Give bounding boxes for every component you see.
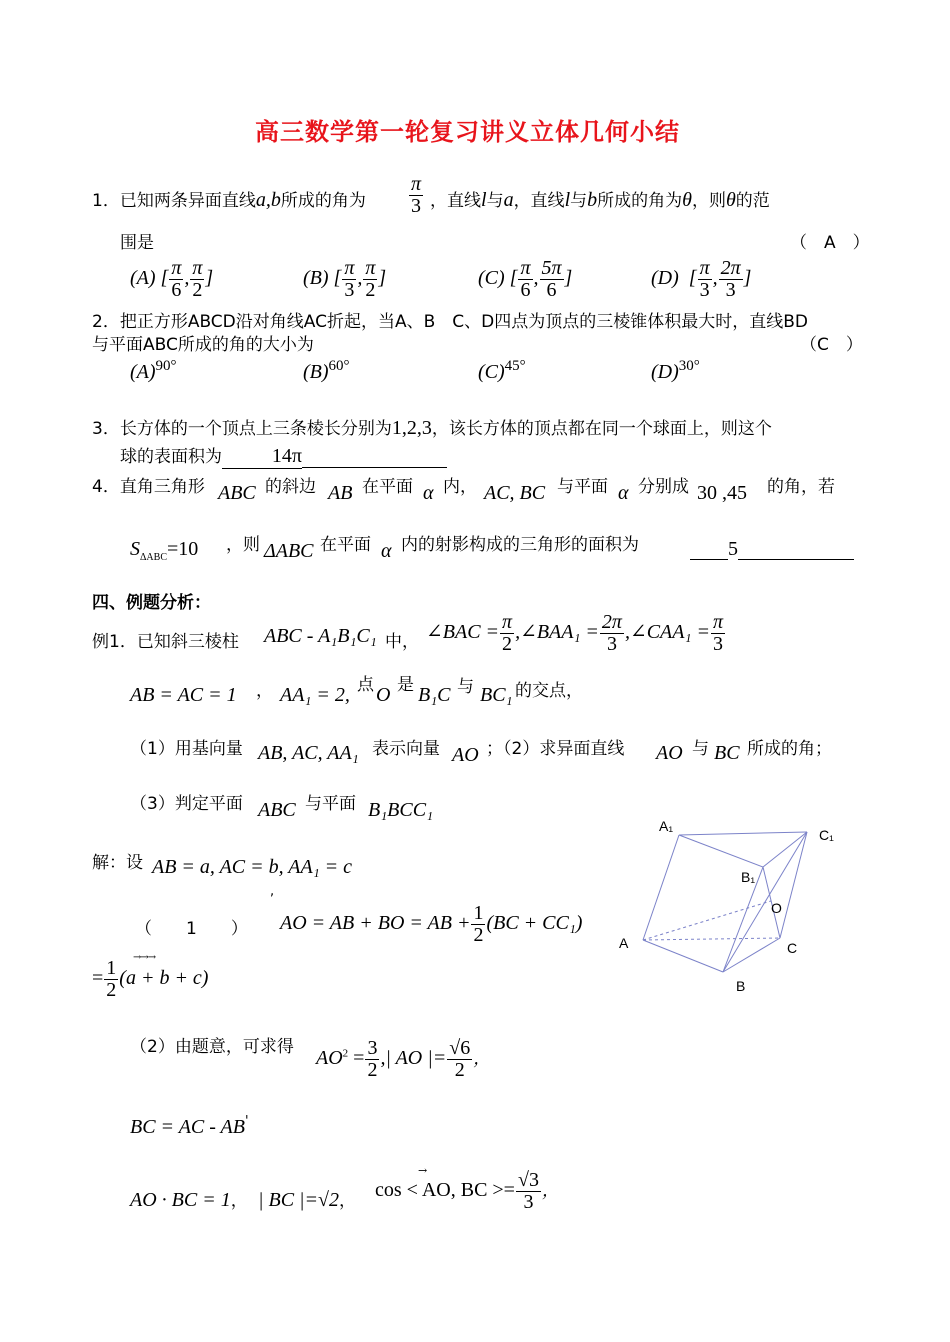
q4-text: 的斜边 bbox=[265, 477, 316, 497]
sol-bc-eq: BC = AC - AB' bbox=[130, 1114, 249, 1138]
q1-text: 的范 bbox=[735, 191, 770, 211]
q4-text: 4．直角三角形 bbox=[92, 477, 205, 497]
label-c1: C₁ bbox=[819, 827, 834, 843]
sol-mark: , bbox=[270, 884, 275, 899]
sol-eq1-text: AO = AB + BO = AB + bbox=[280, 912, 471, 935]
label-o: O bbox=[771, 900, 782, 916]
edge-c1c bbox=[780, 832, 807, 938]
sol-eq1: AO = AB + BO = AB + $\frac{1}{2}$ (BC + CC₁) bbox=[280, 902, 583, 946]
label-b: B bbox=[736, 978, 746, 994]
ex1-ao: AO bbox=[452, 744, 479, 766]
ex1-basis: AB, AC, AA₁ bbox=[258, 742, 359, 764]
q4-text: 在平面 bbox=[362, 477, 413, 497]
ex1-text: 表示向量 bbox=[372, 739, 440, 759]
q4-acbc: AC, BC bbox=[484, 482, 546, 504]
q2-option-c bbox=[478, 358, 526, 384]
q2-line1: 2．把正方形ABCD沿对角线AC折起，当A、B C、D四点为顶点的三棱锥体积最大时，直线BD bbox=[92, 312, 808, 332]
q4-text: ，则 bbox=[226, 535, 260, 555]
ex1-text: ， bbox=[256, 681, 273, 701]
ex1-text: 是 bbox=[397, 675, 414, 695]
q4-answer: 5 bbox=[728, 538, 738, 560]
sol-abs-bc-text: | BC |=√2 bbox=[258, 1189, 340, 1211]
question-1-line1 bbox=[92, 186, 366, 212]
sol-eq2: = $\frac{1}{2}$ (a + b + c) bbox=[92, 957, 209, 1001]
page-title: 高三数学第一轮复习讲义立体几何小结 bbox=[255, 118, 680, 146]
q1-text: 已知两条异面直线 bbox=[119, 191, 256, 211]
sol-vector-arrows: →→→ bbox=[133, 952, 156, 963]
edge-a1a bbox=[643, 835, 679, 940]
sol-abs-ao: ,| AO |= bbox=[380, 1047, 447, 1070]
edge-ac-hidden bbox=[643, 938, 780, 940]
ex1-text: 中， bbox=[385, 632, 419, 652]
q4-text: 内的射影构成的三角形的面积为 bbox=[401, 535, 639, 555]
prism-figure bbox=[615, 815, 845, 1000]
q1-text: 与 bbox=[486, 191, 504, 211]
q4-tri: ΔABC bbox=[264, 540, 314, 562]
ex1-angle: ,∠CAA₁ = bbox=[624, 621, 710, 644]
ex1-angle: ,∠BAA₁ = bbox=[515, 621, 599, 644]
q1-angle-frac: $\frac{\pi}{3}$ bbox=[411, 173, 422, 217]
q1-text: 所成的角为 bbox=[597, 191, 683, 211]
q1-option-label: (C) bbox=[478, 267, 505, 290]
ex1-text: 的交点， bbox=[515, 681, 583, 701]
q1-text: ，则 bbox=[691, 191, 726, 211]
q4-text: 内， bbox=[443, 477, 477, 497]
q1-answer: （ A ） bbox=[790, 233, 870, 253]
sol-bc-text: BC = AC - AB bbox=[130, 1116, 245, 1138]
q1-option-b: (B) [ $\frac{\pi}{3}$ , $\frac{\pi}{2}$ ] bbox=[303, 257, 387, 301]
q3-text: ，该长方体的顶点都在同一个球面上，则这个 bbox=[431, 419, 772, 439]
q1-line2: 围是 bbox=[120, 233, 154, 253]
label-a1: A₁ bbox=[659, 818, 674, 834]
q4-ab: AB bbox=[328, 482, 353, 504]
q3-text: 球的表面积为 bbox=[120, 447, 222, 467]
sol-abs-bc: | BC |=√2， bbox=[258, 1189, 357, 1211]
q1-vars: a,b bbox=[255, 189, 281, 211]
sol-ao-sq: $AO^2$ = $\frac{3}{2}$ ,| AO |= $\frac{√6}{2}$ ， bbox=[316, 1037, 491, 1081]
q3-nums: 1,2,3 bbox=[391, 417, 432, 439]
q2-option-label: (B) bbox=[303, 361, 329, 383]
sol-eq1-tail: (BC + CC₁) bbox=[486, 912, 583, 935]
q1-text: 所成的角为 bbox=[280, 191, 366, 211]
edge-a1c1 bbox=[679, 832, 807, 835]
section-heading: 四、例题分析： bbox=[92, 593, 211, 613]
sol-eq-sign: = bbox=[353, 1047, 365, 1070]
edge-bc bbox=[723, 938, 780, 972]
q4-line1 bbox=[92, 472, 205, 497]
q1-option-a: (A) [ $\frac{\pi}{6}$ , $\frac{\pi}{2}$ ] bbox=[130, 257, 214, 301]
q2-option-b bbox=[303, 358, 350, 384]
q2-option-value: 30° bbox=[678, 358, 700, 374]
q3-line1 bbox=[92, 414, 772, 440]
ex1-text: 点 bbox=[357, 675, 374, 695]
ex1-bc1: BC₁ bbox=[480, 684, 513, 706]
q4-area bbox=[130, 538, 198, 563]
label-c: C bbox=[787, 940, 798, 956]
ex1-cond2: AA₁ = 2, bbox=[280, 684, 350, 706]
q1-option-d: (D) [ $\frac{\pi}{3}$ , $\frac{2\pi}{3}$ ] bbox=[651, 257, 752, 301]
q4-text: 分别成 bbox=[638, 477, 689, 497]
ex1-angles: ∠BAC = $\frac{\pi}{2}$ ,∠BAA₁ = $\frac{2\pi}{3}$ ,∠CAA₁ = $\frac{\pi}{3}$ bbox=[426, 611, 723, 655]
ex1-text: 与平面 bbox=[305, 794, 356, 814]
label-b1: B₁ bbox=[741, 869, 756, 885]
sol-part2: （2）由题意，可求得 bbox=[130, 1037, 294, 1057]
edge-a1b1 bbox=[679, 835, 763, 867]
edge-ao-hidden bbox=[643, 901, 771, 940]
q4-text: 的角，若 bbox=[767, 477, 835, 497]
ex1-text: 与 bbox=[457, 677, 474, 697]
q4-angles: 30 ,45 bbox=[697, 482, 747, 504]
q1-option-label: (A) bbox=[130, 267, 156, 290]
ex1-text: 所成的角； bbox=[747, 739, 832, 759]
edge-b1c1 bbox=[763, 832, 807, 867]
q2-option-d bbox=[651, 358, 700, 384]
q1-text: ，直线 bbox=[513, 191, 565, 211]
q4-alpha: α bbox=[381, 540, 392, 562]
q4-blank bbox=[690, 538, 854, 561]
sol-part1: （ 1 ） bbox=[135, 919, 248, 939]
q3-blank bbox=[222, 445, 302, 469]
q1-option-c: (C) [ $\frac{\pi}{6}$ , $\frac{5\pi}{6}$ ] bbox=[478, 257, 573, 301]
ex1-ao: AO bbox=[656, 742, 683, 764]
sol-cos-text: cos < AO, BC >= bbox=[375, 1179, 515, 1202]
q3-line2 bbox=[120, 442, 447, 469]
ex1-bc: BC bbox=[714, 742, 740, 764]
q3-answer: 14π bbox=[271, 445, 302, 467]
ex1-point-o: O bbox=[376, 684, 391, 706]
sol-dot: AO · BC = 1， bbox=[130, 1189, 248, 1211]
ex1-part3: （3）判定平面 bbox=[130, 794, 243, 814]
q2-option-value: 90° bbox=[155, 358, 177, 374]
sol-lead: 解：设 bbox=[92, 853, 143, 873]
q4-s-val: =10 bbox=[167, 538, 199, 560]
q1-number: 1． bbox=[92, 191, 120, 211]
ex1-prism: ABC - A₁B₁C₁ bbox=[264, 625, 377, 647]
q4-abc: ABC bbox=[218, 482, 256, 504]
q2-option-value: 60° bbox=[328, 358, 350, 374]
ex1-b1c: B₁C bbox=[418, 684, 451, 706]
q1-option-label: (D) bbox=[651, 267, 679, 290]
q1-text: ，直线 bbox=[430, 191, 481, 211]
question-1-line1b: ，直线l与a，直线l与b所成的角为θ，则θ的范 bbox=[430, 189, 770, 211]
q2-option-label: (D) bbox=[651, 361, 679, 383]
q2-option-a bbox=[130, 358, 177, 384]
sol-setting: AB = a, AC = b, AA₁ = c bbox=[152, 856, 353, 878]
q4-s: S bbox=[130, 538, 140, 560]
q2-line2: 与平面ABC所成的角的大小为 bbox=[92, 335, 314, 355]
ex1-angle: ∠BAC = bbox=[426, 621, 500, 644]
q4-alpha: α bbox=[618, 482, 629, 504]
sol-eq2-tail: (a + b + c) bbox=[119, 967, 209, 990]
sol-arrow: → bbox=[418, 1164, 428, 1177]
ex1-lead: 例1．已知斜三棱柱 bbox=[92, 632, 239, 652]
sol-dot-text: AO · BC = 1 bbox=[130, 1189, 231, 1211]
q4-alpha: α bbox=[423, 482, 434, 504]
ex1-b1bcc1: B₁BCC₁ bbox=[368, 799, 434, 821]
q2-option-label: (A) bbox=[130, 361, 156, 383]
q2-option-label: (C) bbox=[478, 361, 505, 383]
q4-s-sub: ΔABC bbox=[140, 552, 167, 563]
ex1-part1: （1）用基向量 bbox=[130, 739, 243, 759]
q1-option-label: (B) bbox=[303, 267, 329, 290]
q4-text: 在平面 bbox=[320, 535, 371, 555]
q4-text: 与平面 bbox=[557, 477, 608, 497]
q1-text: 与 bbox=[570, 191, 588, 211]
ex1-text: 与 bbox=[692, 739, 709, 759]
ex1-cond1: AB = AC = 1 bbox=[130, 684, 237, 706]
q3-text: 3．长方体的一个顶点上三条棱长分别为 bbox=[92, 419, 392, 439]
sol-cos: cos < AO, BC >= $\frac{√3}{3}$ ， bbox=[375, 1169, 559, 1213]
edge-ab bbox=[643, 940, 723, 972]
ex1-part2: ；（2）求异面直线 bbox=[486, 739, 625, 759]
q2-answer: （C ） bbox=[800, 335, 863, 355]
q2-option-value: 45° bbox=[504, 358, 526, 374]
ex1-abc: ABC bbox=[258, 799, 296, 821]
sol-ao: AO bbox=[316, 1047, 343, 1070]
label-a: A bbox=[619, 935, 629, 951]
